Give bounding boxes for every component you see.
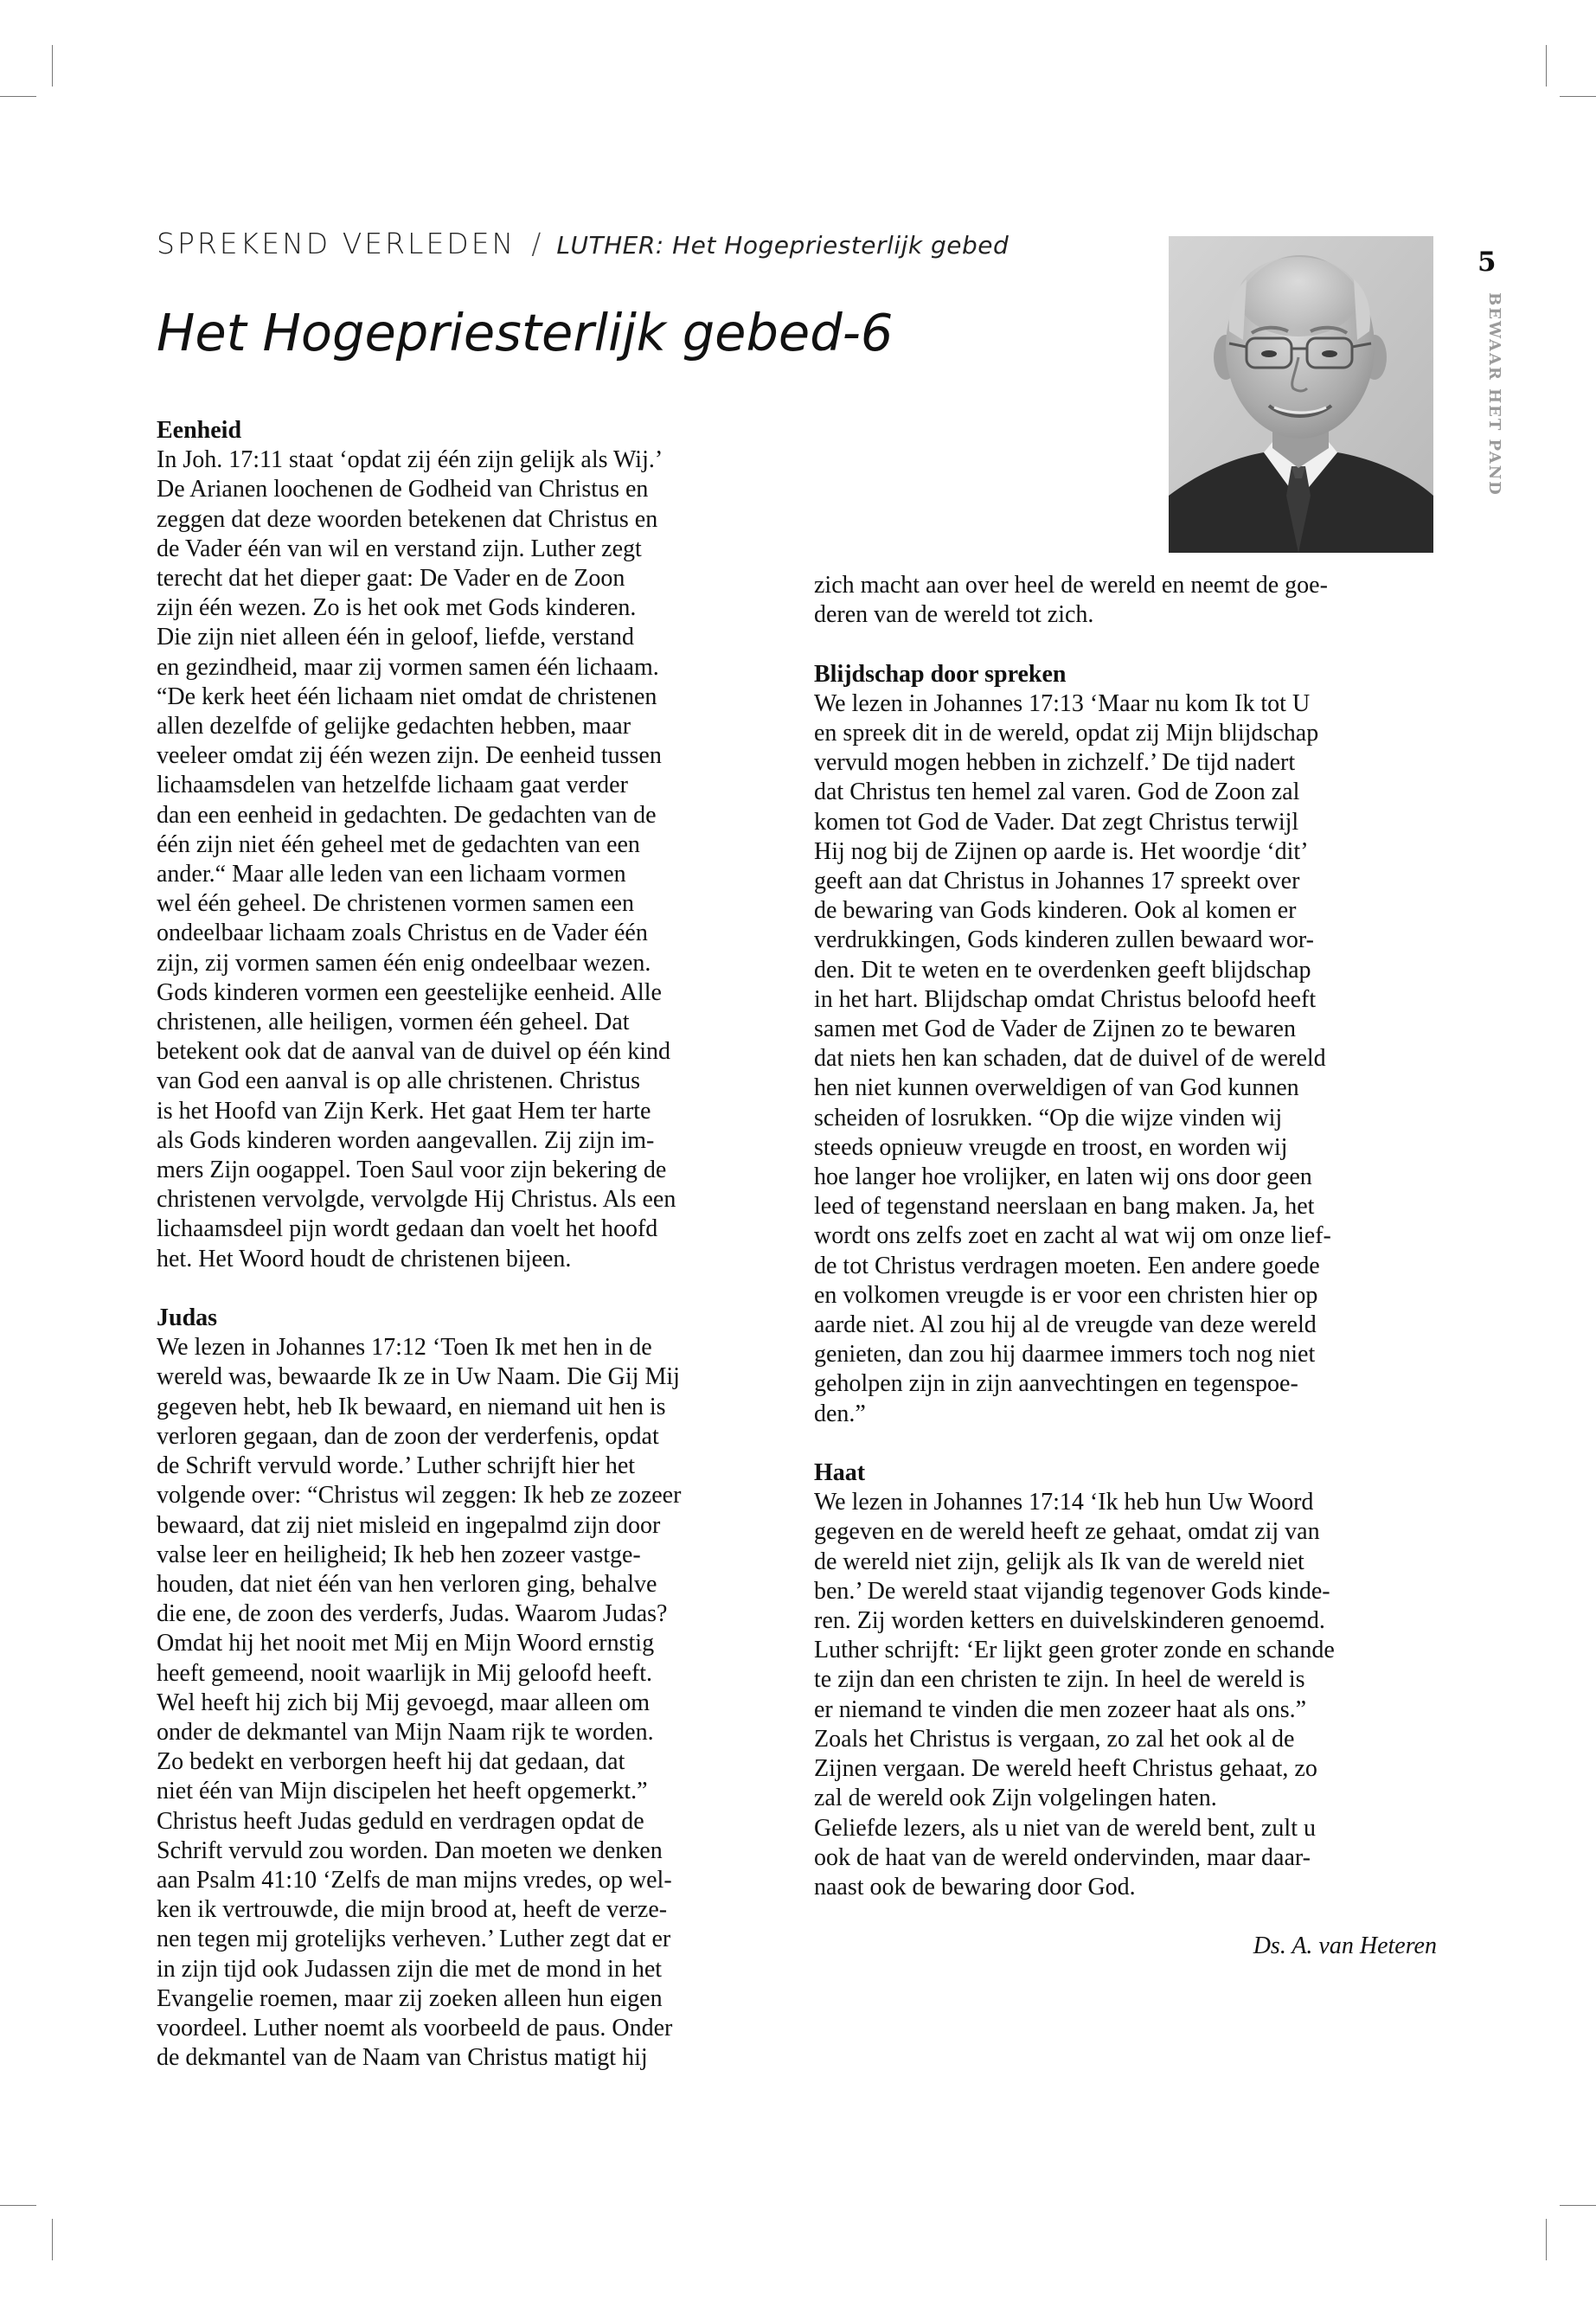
- crop-mark-top-left: [52, 45, 53, 87]
- section-subtitle: LUTHER: Het Hogepriesterlijk gebed: [556, 231, 1010, 260]
- paragraph-spacer: [814, 1902, 1437, 1932]
- text-line: Christus heeft Judas geduld en verdragen opdat de: [157, 1807, 644, 1835]
- text-line: lichaamsdelen van hetzelfde lichaam gaat verder: [157, 772, 628, 799]
- text-line: den.”: [814, 1400, 866, 1427]
- text-line: aarde niet. Al zou hij al de vreugde van deze wereld: [814, 1311, 1317, 1339]
- text-line: geholpen zijn in zijn aanvechtingen en tegenspoe-: [814, 1370, 1298, 1398]
- text-line: allen dezelfde of gelijke gedachten hebben, maar: [157, 713, 631, 740]
- text-line: nen tegen mij grotelijks verheven.’ Luther zegt dat er: [157, 1926, 671, 1953]
- text-line: komen tot God de Vader. Dat zegt Christus terwijl: [814, 808, 1299, 836]
- author-signature: Ds. A. van Heteren: [1253, 1932, 1437, 1960]
- text-line: ren. Zij worden ketters en duivelskinderen genoemd.: [814, 1607, 1325, 1635]
- text-line: gegeven en de wereld heeft ze gehaat, omdat zij van: [814, 1518, 1320, 1546]
- header-separator: /: [531, 227, 542, 260]
- crop-mark-bottom-left: [0, 2205, 36, 2206]
- paragraph-spacer: [814, 1429, 1437, 1458]
- text-line: wel één geheel. De christenen vormen samen een: [157, 890, 634, 918]
- text-line: Evangelie roemen, maar zij zoeken alleen hun eigen: [157, 1984, 663, 2012]
- text-line: verdrukkingen, Gods kinderen zullen bewaard wor-: [814, 926, 1314, 954]
- text-line: zijn, zij vormen samen één enig ondeelbaar wezen.: [157, 949, 651, 977]
- text-line: Gods kinderen vormen een geestelijke eenheid. Alle: [157, 978, 662, 1006]
- text-line: geeft aan dat Christus in Johannes 17 spreekt over: [814, 868, 1300, 895]
- text-line: ondeelbaar lichaam zoals Christus en de Vader één: [157, 920, 648, 947]
- text-line: zal de wereld ook Zijn volgelingen haten.: [814, 1785, 1217, 1812]
- running-title-text: BEWAAR HET PAND: [1485, 292, 1503, 497]
- text-line: bewaard, dat zij niet misleid en ingepalmd zijn door: [157, 1511, 661, 1539]
- text-line: leed of tegenstand neerslaan en bang maken. Ja, het: [814, 1193, 1315, 1221]
- text-line: dat Christus ten hemel zal varen. God de Zoon zal: [814, 779, 1300, 806]
- text-line: We lezen in Johannes 17:13 ‘Maar nu kom Ik tot U: [814, 689, 1311, 717]
- text-line: de bewaring van Gods kinderen. Ook al komen er: [814, 897, 1297, 925]
- text-line: “De kerk heet één lichaam niet omdat de christenen: [157, 683, 657, 710]
- text-line: de dekmantel van de Naam van Christus matigt hij: [157, 2044, 648, 2072]
- text-line: vervuld mogen hebben in zichzelf.’ De tijd nadert: [814, 749, 1296, 777]
- text-line: volgende over: “Christus wil zeggen: Ik heb ze zozeer: [157, 1482, 682, 1509]
- text-line: verloren gegaan, dan de zoon der verderfenis, opdat: [157, 1422, 659, 1450]
- text-line: genieten, dan zou hij daarmee immers toch nog niet: [814, 1341, 1316, 1368]
- text-line: De Arianen loochenen de Godheid van Christus en: [157, 476, 649, 503]
- text-line: onder de dekmantel van Mijn Naam rijk te worden.: [157, 1718, 654, 1746]
- text-line: te zijn dan een christen te zijn. In heel de wereld is: [814, 1666, 1305, 1694]
- text-line: Schrift vervuld zou worden. Dan moeten we denken: [157, 1836, 663, 1864]
- text-line: betekent ook dat de aanval van de duivel op één kind: [157, 1038, 671, 1066]
- text-line: den. Dit te weten en te overdenken geeft blijdschap: [814, 956, 1311, 984]
- text-line: Hij nog bij de Zijnen op aarde is. Het woordje ‘dit’: [814, 837, 1309, 865]
- text-line: hen niet kunnen overweldigen of van God kunnen: [814, 1074, 1299, 1102]
- text-line: niet één van Mijn discipelen het heeft opgemerkt.”: [157, 1778, 648, 1805]
- text-line: het. Het Woord houdt de christenen bijeen.: [157, 1245, 572, 1272]
- text-line: Zoals het Christus is vergaan, zo zal het ook al de: [814, 1725, 1295, 1753]
- text-line: valse leer en heiligheid; Ik heb hen zozeer vastge-: [157, 1541, 641, 1568]
- text-line: We lezen in Johannes 17:14 ‘Ik heb hun Uw Woord: [814, 1489, 1314, 1516]
- text-line: We lezen in Johannes 17:12 ‘Toen Ik met hen in de: [157, 1334, 652, 1362]
- text-line: veeleer omdat zij één wezen zijn. De eenheid tussen: [157, 742, 662, 770]
- crop-mark-bottom-right: [1546, 2219, 1547, 2260]
- text-line: In Joh. 17:11 staat ‘opdat zij één zijn gelijk als Wij.’: [157, 446, 663, 474]
- text-line: dan een eenheid in gedachten. De gedachten van de: [157, 801, 657, 829]
- text-line: gegeven hebt, heb Ik bewaard, en niemand uit hen is: [157, 1393, 666, 1420]
- article-title: Het Hogepriesterlijk gebed-6: [157, 303, 894, 362]
- text-line: en spreek dit in de wereld, opdat zij Mijn blijdschap: [814, 720, 1319, 747]
- text-line: de Schrift vervuld worde.’ Luther schrijft hier het: [157, 1452, 636, 1480]
- text-line: naast ook de bewaring door God.: [814, 1873, 1136, 1900]
- section-header: [157, 227, 1009, 260]
- text-line: steeds opnieuw vreugde en troost, en worden wij: [814, 1133, 1288, 1161]
- section-heading: Blijdschap door spreken: [814, 660, 1067, 688]
- text-line: terecht dat het dieper gaat: De Vader en de Zoon: [157, 565, 625, 593]
- section-heading: Haat: [814, 1459, 866, 1487]
- crop-mark-bottom-left: [52, 2219, 53, 2260]
- text-line: Zijnen vergaan. De wereld heeft Christus gehaat, zo: [814, 1755, 1317, 1783]
- crop-mark-top-right: [1560, 96, 1596, 97]
- text-line: samen met God de Vader de Zijnen zo te bewaren: [814, 1016, 1296, 1043]
- text-line: aan Psalm 41:10 ‘Zelfs de man mijns vredes, op wel-: [157, 1866, 672, 1894]
- text-line: ook de haat van de wereld ondervinden, maar daar-: [814, 1843, 1311, 1871]
- text-line: de Vader één van wil en verstand zijn. Luther zegt: [157, 535, 642, 562]
- text-line: ken ik vertrouwde, die mijn brood at, heeft de verze-: [157, 1896, 668, 1924]
- text-line: als Gods kinderen worden aangevallen. Zij zijn im-: [157, 1126, 655, 1154]
- running-title: [1476, 292, 1505, 500]
- crop-mark-top-left: [0, 96, 36, 97]
- author-photo: [1169, 236, 1433, 553]
- text-line: mers Zijn oogappel. Toen Saul voor zijn bekering de: [157, 1157, 667, 1184]
- text-line: Wel heeft hij zich bij Mij gevoegd, maar alleen om: [157, 1689, 650, 1716]
- crop-mark-bottom-right: [1560, 2205, 1596, 2206]
- right-column: [814, 571, 1437, 1962]
- text-line: wordt ons zelfs zoet en zacht al wat wij om onze lief-: [814, 1222, 1331, 1250]
- text-line: de wereld niet zijn, gelijk als Ik van de wereld niet: [814, 1548, 1304, 1575]
- page-number: 5: [1477, 247, 1497, 278]
- section-label: SPREKEND VERLEDEN: [157, 227, 516, 260]
- text-line: er niemand te vinden die men zozeer haat als ons.”: [814, 1695, 1307, 1723]
- text-line: lichaamsdeel pijn wordt gedaan dan voelt het hoofd: [157, 1215, 658, 1243]
- text-line: wereld was, bewaarde Ik ze in Uw Naam. Die Gij Mij: [157, 1363, 680, 1391]
- text-line: Geliefde lezers, als u niet van de wereld bent, zult u: [814, 1814, 1316, 1842]
- left-column: [157, 416, 779, 2073]
- text-line: deren van de wereld tot zich.: [814, 601, 1094, 629]
- section-heading: Judas: [157, 1304, 218, 1332]
- section-heading: Eenheid: [157, 417, 242, 444]
- text-line: zijn één wezen. Zo is het ook met Gods kinderen.: [157, 594, 637, 622]
- text-line: die ene, de zoon des verderfs, Judas. Waarom Judas?: [157, 1600, 668, 1628]
- text-line: voordeel. Luther noemt als voorbeeld de paus. Onder: [157, 2014, 673, 2041]
- author-portrait-image: [1169, 236, 1433, 553]
- text-line: van God een aanval is op alle christenen. Christus: [157, 1067, 641, 1095]
- text-line: en volkomen vreugde is er voor een christen hier op: [814, 1281, 1318, 1309]
- text-line: dat niets hen kan schaden, dat de duivel of de wereld: [814, 1045, 1326, 1073]
- text-line: zeggen dat deze woorden betekenen dat Christus en: [157, 505, 658, 533]
- text-line: Die zijn niet alleen één in geloof, liefde, verstand: [157, 624, 635, 651]
- text-line: is het Hoofd van Zijn Kerk. Het gaat Hem ter harte: [157, 1097, 651, 1125]
- text-line: hoe langer hoe vrolijker, en laten wij ons door geen: [814, 1163, 1312, 1191]
- text-line: één zijn niet één geheel met de gedachten van een: [157, 830, 640, 858]
- text-line: zich macht aan over heel de wereld en neemt de goe-: [814, 572, 1328, 599]
- text-line: en gezindheid, maar zij vormen samen één lichaam.: [157, 653, 659, 681]
- text-line: christenen, alle heiligen, vormen één geheel. Dat: [157, 1009, 630, 1036]
- text-line: houden, dat niet één van hen verloren ging, behalve: [157, 1570, 657, 1598]
- text-line: in het hart. Blijdschap omdat Christus beloofd heeft: [814, 985, 1317, 1013]
- crop-mark-top-right: [1546, 45, 1547, 87]
- text-line: de tot Christus verdragen moeten. Een andere goede: [814, 1252, 1320, 1279]
- text-line: ander.“ Maar alle leden van een lichaam vormen: [157, 861, 626, 888]
- text-line: heeft gemeend, nooit waarlijk in Mij geloofd heeft.: [157, 1659, 653, 1687]
- text-line: ben.’ De wereld staat vijandig tegenover Gods kinde-: [814, 1577, 1330, 1605]
- text-line: scheiden of losrukken. “Op die wijze vinden wij: [814, 1104, 1283, 1131]
- paragraph-spacer: [814, 630, 1437, 659]
- text-line: Luther schrijft: ‘Er lijkt geen groter zonde en schande: [814, 1637, 1335, 1664]
- text-line: christenen vervolgde, vervolgde Hij Christus. Als een: [157, 1186, 676, 1214]
- text-line: Omdat hij het nooit met Mij en Mijn Woord ernstig: [157, 1630, 655, 1657]
- text-line: in zijn tijd ook Judassen zijn die met de mond in het: [157, 1955, 663, 1983]
- paragraph-spacer: [157, 1274, 779, 1304]
- text-line: Zo bedekt en verborgen heeft hij dat gedaan, dat: [157, 1748, 625, 1776]
